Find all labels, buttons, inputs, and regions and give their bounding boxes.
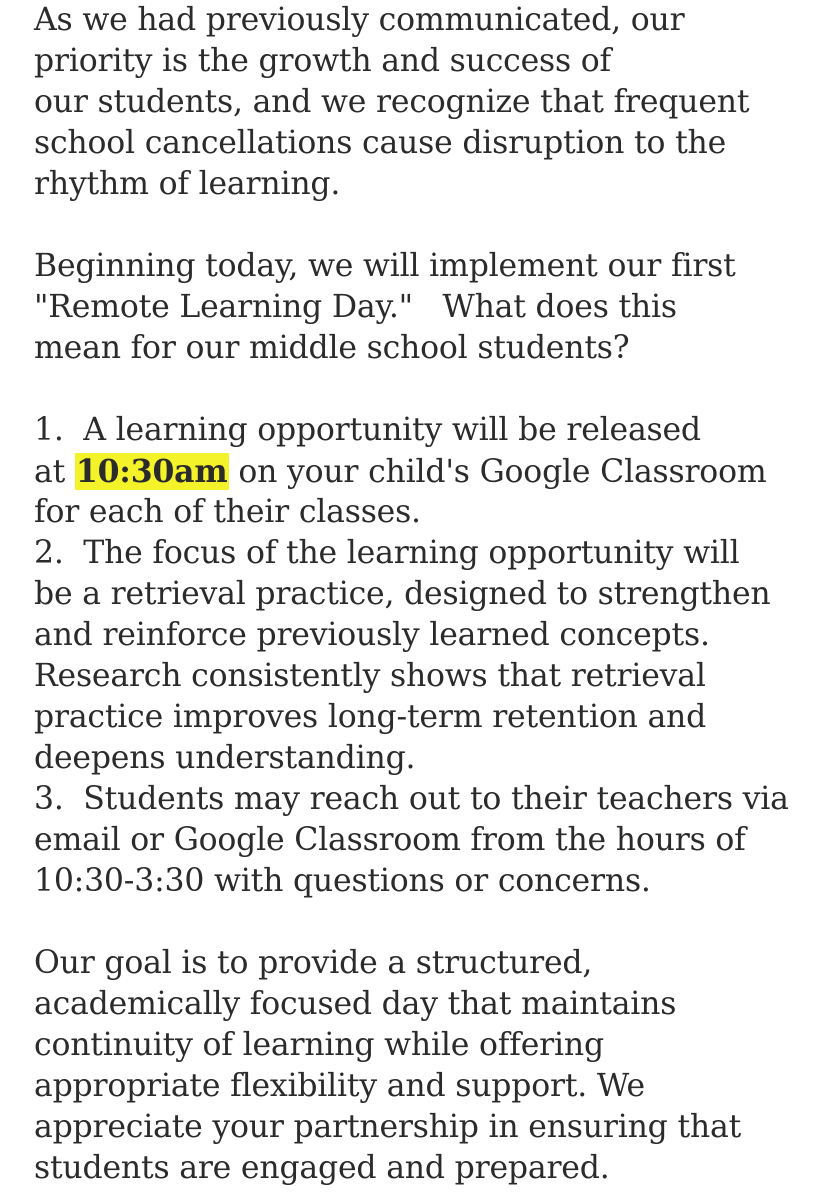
text-line: 10:30-3:30 with questions or concerns.	[34, 863, 651, 899]
text-line: our students, and we recognize that frequent	[34, 84, 750, 120]
text-line: continuity of learning while offering	[34, 1027, 604, 1063]
text-line: email or Google Classroom from the hours of	[34, 822, 746, 858]
text-line: appreciate your partnership in ensuring that	[34, 1109, 742, 1145]
text-line: 2. The focus of the learning opportunity will	[34, 535, 740, 571]
numbered-list	[34, 410, 809, 902]
text-line: rhythm of learning.	[34, 166, 341, 202]
paragraph-spacer	[34, 205, 809, 246]
text-line: deepens understanding.	[34, 740, 416, 776]
letter-body	[34, 0, 809, 1189]
text-fragment: on your child's Google Classroom	[228, 454, 767, 490]
announcement-paragraph	[34, 246, 809, 369]
text-line: Research consistently shows that retrieval	[34, 658, 706, 694]
paragraph-spacer	[34, 902, 809, 943]
text-line: Beginning today, we will implement our first	[34, 248, 736, 284]
list-item-3	[34, 779, 809, 902]
text-line: for each of their classes.	[34, 494, 421, 530]
intro-paragraph	[34, 0, 809, 205]
paragraph-spacer	[34, 369, 809, 410]
text-fragment: at	[34, 454, 75, 490]
text-line: school cancellations cause disruption to the	[34, 125, 727, 161]
text-line: be a retrieval practice, designed to strengthen	[34, 576, 771, 612]
text-line: 3. Students may reach out to their teachers via	[34, 781, 789, 817]
text-line: priority is the growth and success of	[34, 43, 612, 79]
text-line: 1. A learning opportunity will be released	[34, 412, 701, 448]
text-line	[34, 451, 809, 492]
text-line: As we had previously communicated, our	[34, 2, 685, 38]
highlighted-time: 10:30am	[75, 453, 228, 490]
text-line: Our goal is to provide a structured,	[34, 945, 593, 981]
text-line: and reinforce previously learned concepts.	[34, 617, 710, 653]
text-line: "Remote Learning Day." What does this	[34, 289, 677, 325]
text-line: mean for our middle school students?	[34, 330, 630, 366]
text-line: practice improves long-term retention and	[34, 699, 707, 735]
list-item-1	[34, 410, 809, 533]
text-line: students are engaged and prepared.	[34, 1150, 610, 1186]
list-item-2	[34, 533, 809, 779]
closing-paragraph	[34, 943, 809, 1189]
text-line: appropriate flexibility and support. We	[34, 1068, 645, 1104]
text-line: academically focused day that maintains	[34, 986, 677, 1022]
